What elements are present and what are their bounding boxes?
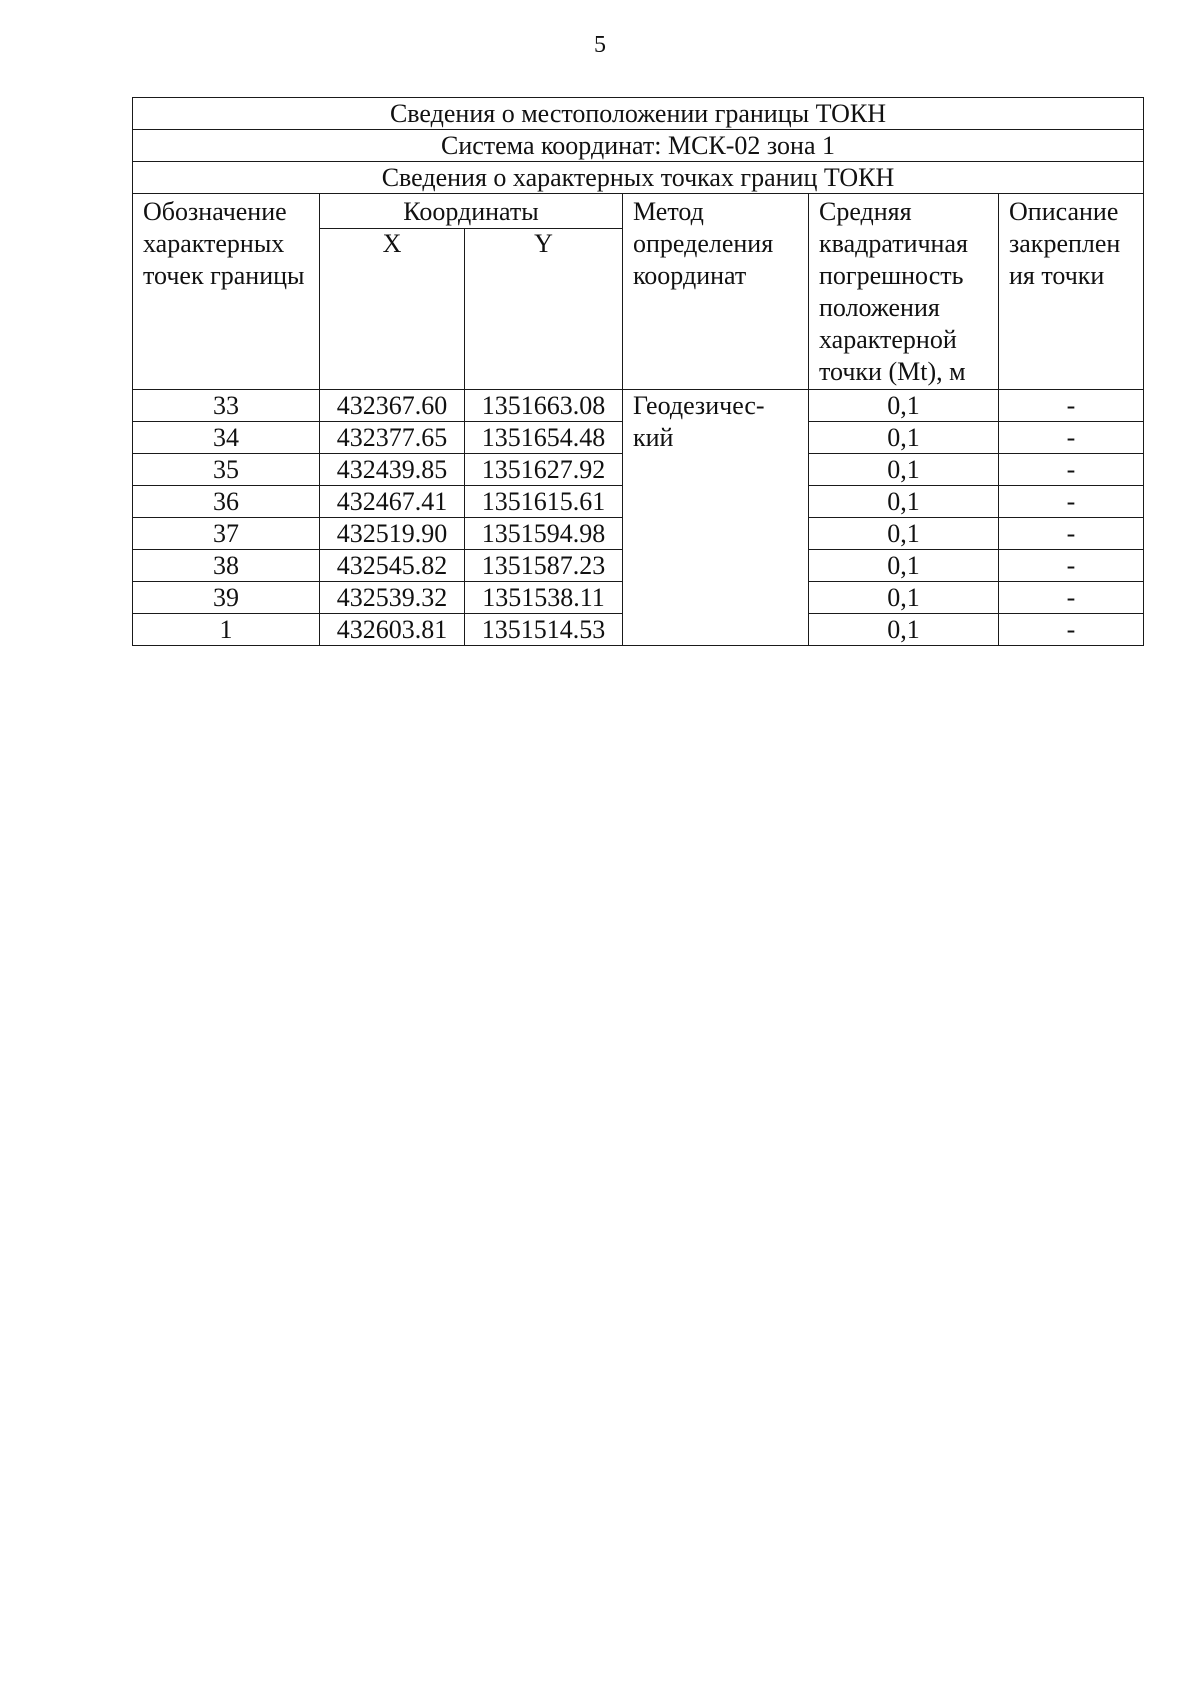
cell-description: - bbox=[999, 422, 1144, 454]
cell-description: - bbox=[999, 454, 1144, 486]
cell-x: 432519.90 bbox=[320, 518, 465, 550]
cell-y: 1351663.08 bbox=[465, 390, 623, 422]
cell-error: 0,1 bbox=[809, 550, 999, 582]
header-point: Обозначение характерных точек границы bbox=[133, 194, 320, 390]
cell-error: 0,1 bbox=[809, 422, 999, 454]
cell-error: 0,1 bbox=[809, 390, 999, 422]
coordinate-system-label: Система координат: МСК-02 зона 1 bbox=[133, 130, 1144, 162]
cell-error: 0,1 bbox=[809, 518, 999, 550]
header-x: X bbox=[320, 229, 465, 390]
header-error: Средняя квадратичная погрешность положения характерной точки (Mt), м bbox=[809, 194, 999, 390]
cell-method: Геодезичес- кий bbox=[623, 390, 809, 646]
page-number: 5 bbox=[594, 32, 606, 58]
cell-error: 0,1 bbox=[809, 454, 999, 486]
cell-y: 1351594.98 bbox=[465, 518, 623, 550]
header-coordinates: Координаты bbox=[320, 194, 623, 229]
points-title-row bbox=[133, 162, 1144, 194]
cell-y: 1351654.48 bbox=[465, 422, 623, 454]
cell-description: - bbox=[999, 550, 1144, 582]
cell-x: 432467.41 bbox=[320, 486, 465, 518]
cell-point: 38 bbox=[133, 550, 320, 582]
cell-description: - bbox=[999, 582, 1144, 614]
cell-error: 0,1 bbox=[809, 582, 999, 614]
cell-description: - bbox=[999, 518, 1144, 550]
boundary-points-table bbox=[132, 97, 1144, 646]
cell-x: 432603.81 bbox=[320, 614, 465, 646]
cell-x: 432367.60 bbox=[320, 390, 465, 422]
header-method: Метод определения координат bbox=[623, 194, 809, 390]
coordinate-system-row bbox=[133, 130, 1144, 162]
cell-error: 0,1 bbox=[809, 486, 999, 518]
cell-point: 33 bbox=[133, 390, 320, 422]
points-title: Сведения о характерных точках границ ТОКН bbox=[133, 162, 1144, 194]
cell-y: 1351514.53 bbox=[465, 614, 623, 646]
cell-error: 0,1 bbox=[809, 614, 999, 646]
table-title: Сведения о местоположении границы ТОКН bbox=[133, 98, 1144, 130]
header-y: Y bbox=[465, 229, 623, 390]
cell-description: - bbox=[999, 614, 1144, 646]
header-row bbox=[133, 194, 1144, 229]
cell-point: 37 bbox=[133, 518, 320, 550]
cell-point: 35 bbox=[133, 454, 320, 486]
cell-y: 1351538.11 bbox=[465, 582, 623, 614]
cell-x: 432439.85 bbox=[320, 454, 465, 486]
cell-point: 1 bbox=[133, 614, 320, 646]
cell-description: - bbox=[999, 486, 1144, 518]
cell-x: 432545.82 bbox=[320, 550, 465, 582]
cell-x: 432377.65 bbox=[320, 422, 465, 454]
cell-point: 39 bbox=[133, 582, 320, 614]
header-description: Описание закреплен ия точки bbox=[999, 194, 1144, 390]
cell-description: - bbox=[999, 390, 1144, 422]
cell-y: 1351587.23 bbox=[465, 550, 623, 582]
cell-y: 1351615.61 bbox=[465, 486, 623, 518]
cell-point: 34 bbox=[133, 422, 320, 454]
table-row bbox=[133, 390, 1144, 422]
cell-point: 36 bbox=[133, 486, 320, 518]
cell-y: 1351627.92 bbox=[465, 454, 623, 486]
table-title-row bbox=[133, 98, 1144, 130]
cell-x: 432539.32 bbox=[320, 582, 465, 614]
